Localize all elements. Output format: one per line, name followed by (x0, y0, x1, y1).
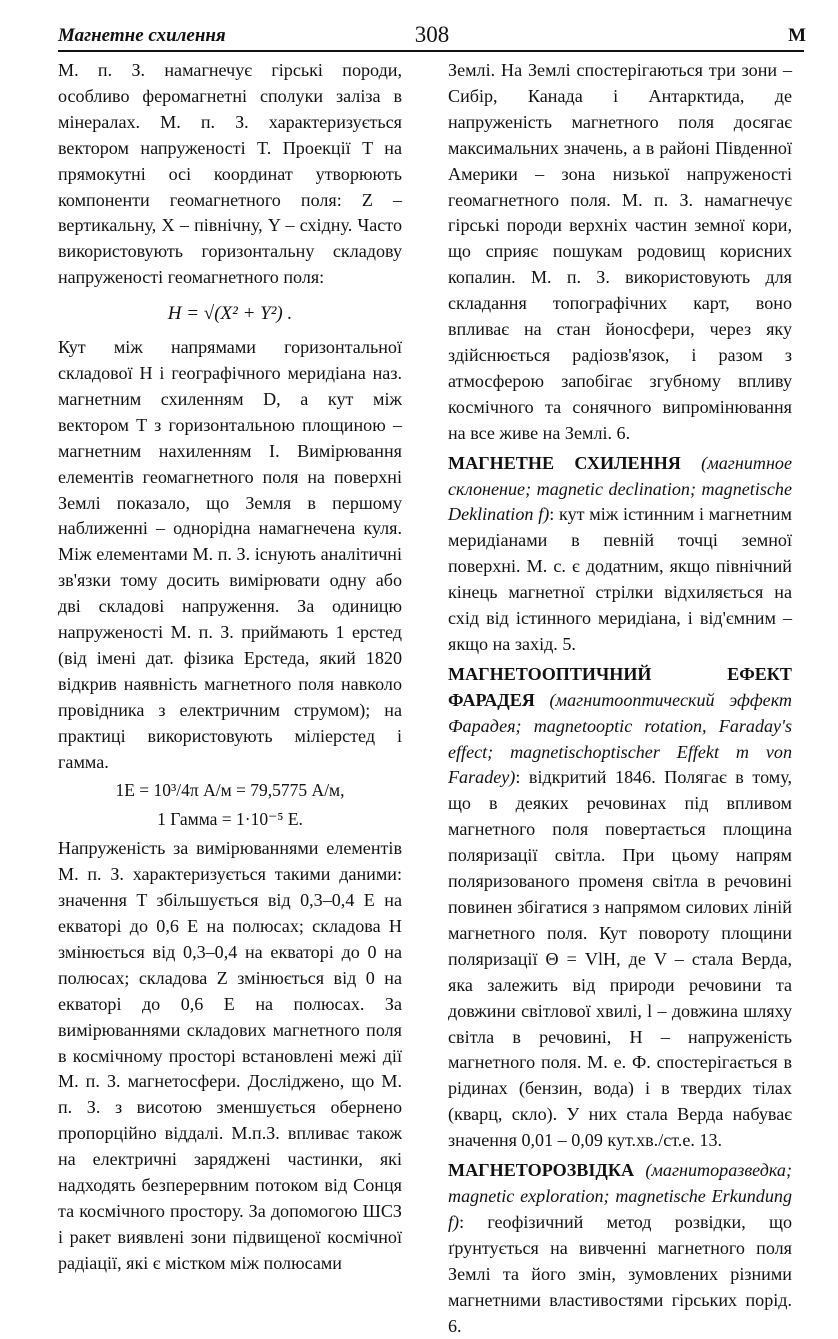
paragraph: М. п. З. намагнечує гірські породи, особливо феромагнетні сполуки заліза в мінералах. М. п. З. характеризується вектором напруженості T. Проекції T на прямокутні осі координат утворюють компоненти геомагнетного поля: Z – вертикальну, X – північну, Y – східну. Часто використовують горизонтальну складову напруженості геомагнетного поля: (58, 60, 402, 288)
paragraph: Кут між напрямами горизонтальної складової H і географічного меридіана наз. магнетним схиленням D, а кут між вектором T з горизонтальною площиною – магнетним нахиленням I. Вимірювання елементів геомагнетного поля на поверхні Землі показало, що Земля в першому наближенні – однорідна намагнечена куля. Між елементами М. п. З. існують аналітичні зв'язки тому досить вимірювати одну або дві складові напруження. За одиницю напруженості М. п. З. приймають 1 ерстед (від імені дат. фізика Ерстеда, який 1820 відкрив наявність магнетного поля навколо провідника з електричним струмом); на практиці використовують міліерстед і гамма. (58, 337, 402, 772)
running-header (58, 22, 806, 52)
dictionary-entry (448, 451, 792, 658)
entry-translations: (магнитооптический эффект Фарадея; magnetooptic rotation, Faraday's effect; magnetischoptischer Effekt m von Faradey) (448, 689, 792, 788)
formula-h: H = √(X² + Y²) . (167, 303, 293, 325)
dictionary-entry (448, 1158, 792, 1339)
paragraph: Землі. На Землі спостерігаються три зони – Сибір, Канада і Антарктида, де напруженість магнетного поля досягає максимальних значень, а в районі Південної Америки – зона низької напруженості геомагнетного поля. М. п. З. намагнечує гірські породи верхніх частин земної кори, що сприяє пошукам родовищ корисних копалин. М. п. З. використовують для складання топографічних карт, воно впливає на стан йоносфери, через яку здійснюється радіозв'язок, і разом з атмосферою запобігає згубному впливу космічного та сонячного випромінювання на все живе на Землі. 6. (448, 60, 792, 443)
entry-definition: : кут між істинним і магнетним меридіанами в певній точці земної поверхні. М. с. є додатним, якщо північний кінець магнетної стрілки відхиляється на схід від істинного меридіана, і від'ємним – якщо на захід. 5. (448, 504, 792, 654)
right-column (448, 58, 792, 1339)
entry-term: МАГНЕТНЕ СХИЛЕННЯ (448, 452, 681, 473)
entry-definition: : відкритий 1846. Полягає в тому, що в деяких речовинах під впливом магнетного поля повертається площина поляризації світла. При цьому напрям поляризованого променя світла в речовині повинен збігатися з напрямом силових ліній магнетного поля. Кут повороту площини поляризації Θ = VlH, де V – стала Верда, яка залежить від природи речовини та довжини світлової хвилі, l – довжина шляху світла в речовині, H – напруженість магнетного поля. М. е. Ф. спостерігається в рідинах (бензин, вода) і в твердих тілах (кварц, скло). У них стала Верда набуває значення 0,01 – 0,09 кут.хв./ст.е. 13. (448, 767, 792, 1151)
left-column (58, 58, 402, 1277)
dictionary-entry (448, 662, 792, 1154)
page-number: 308 (414, 22, 450, 47)
paragraph: Напруженість за вимірюваннями елементів М. п. З. характеризується такими даними: значення T збільшується від 0,3–0,4 Е на екваторі до 0,6 Е на полюсах; складова H змінюється від 0,3–0,4 на екваторі до 0 на полюсах; складова Z змінюється від 0 на екваторі до 0,6 Е на полюсах. За вимірюваннями складових магнетного поля в космічному просторі встановлені межі дії М. п. З. магнетосфери. Досліджено, що М. п. З. з висотою зменшується обернено пропорційно віддалі. М.п.З. впливає також на електричні заряджені частинки, які надходять безперервним потоком від Сонця та космічного простору. За допомогою ШСЗ і ракет виявлені зони підвищеної космічної радіації, які є містком між полюсами (58, 838, 402, 1273)
equation-ersted: 1Е = 10³/4π А/м = 79,5775 А/м, (115, 780, 345, 801)
entry-definition: : геофізичний метод розвідки, що ґрунтується на вивченні магнетного поля Землі та його змін, зумовлених різними магнетними властивостями гірських порід. 6. (448, 1211, 792, 1336)
header-entry-title: Магнетне схилення (58, 25, 226, 46)
header-rule (58, 50, 804, 52)
entry-term: МАГНЕТОРОЗВІДКА (448, 1160, 635, 1181)
header-letter: М (788, 25, 806, 46)
entry-translations: (магнитное склонение; magnetic declination; magnetische Deklination f) (448, 452, 792, 525)
entry-term: МАГНЕТООПТИЧНИЙ ЕФЕКТ ФАРАДЕЯ (448, 663, 792, 710)
equation-gamma: 1 Гамма = 1·10⁻⁵ Е. (157, 809, 303, 830)
entry-translations: (магниторазведка; magnetic exploration; magnetische Erkundung f) (448, 1160, 792, 1232)
